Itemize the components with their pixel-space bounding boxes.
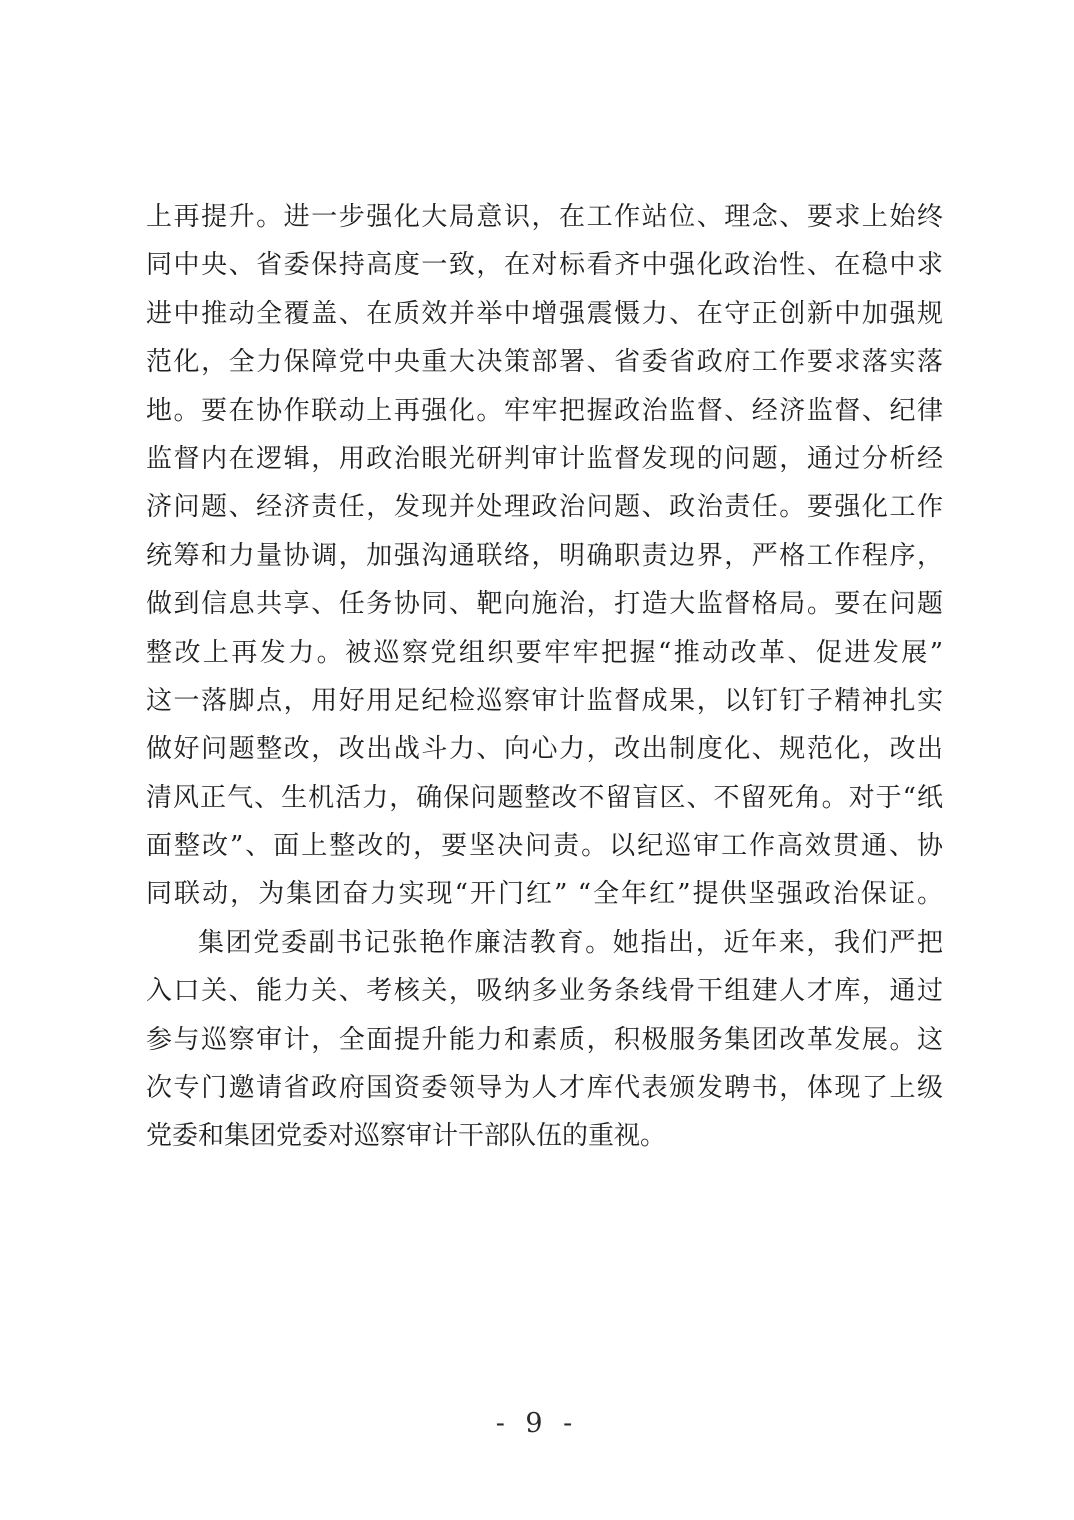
text-line-paragraph-start: 集团党委副书记张艳作廉洁教育。她指出，近年来，我们严把 xyxy=(198,927,943,958)
text-line: 面整改”、面上整改的，要坚决问责。以纪巡审工作高效贯通、协 xyxy=(146,831,943,862)
text-line: 进中推动全覆盖、在质效并举中增强震慑力、在守正创新中加强规 xyxy=(146,298,943,329)
text-line: 整改上再发力。被巡察党组织要牢牢把握“推动改革、促进发展” xyxy=(146,637,943,668)
text-line: 次专门邀请省政府国资委领导为人才库代表颁发聘书，体现了上级 xyxy=(146,1073,943,1104)
text-line: 做好问题整改，改出战斗力、向心力，改出制度化、规范化，改出 xyxy=(146,734,943,765)
text-line: 地。要在协作联动上再强化。牢牢把握政治监督、经济监督、纪律 xyxy=(146,395,943,426)
text-line: 同中央、省委保持高度一致，在对标看齐中强化政治性、在稳中求 xyxy=(146,250,943,281)
text-line: 济问题、经济责任，发现并处理政治问题、政治责任。要强化工作 xyxy=(146,492,943,523)
text-line: 党委和集团党委对巡察审计干部队伍的重视。 xyxy=(146,1121,667,1152)
page-number: - 9 - xyxy=(495,1408,579,1439)
text-line: 上再提升。进一步强化大局意识，在工作站位、理念、要求上始终 xyxy=(146,202,943,232)
text-line: 入口关、能力关、考核关，吸纳多业务条线骨干组建人才库，通过 xyxy=(146,976,943,1007)
document-body xyxy=(146,193,943,1161)
text-line: 清风正气、生机活力，确保问题整改不留盲区、不留死角。对于“纸 xyxy=(146,782,943,813)
text-line: 同联动，为集团奋力实现“开门红” “全年红”提供坚强政治保证。 xyxy=(146,879,943,910)
text-line: 参与巡察审计，全面提升能力和素质，积极服务集团改革发展。这 xyxy=(146,1024,943,1055)
text-line: 统筹和力量协调，加强沟通联络，明确职责边界，严格工作程序， xyxy=(146,540,943,571)
text-line: 范化，全力保障党中央重大决策部署、省委省政府工作要求落实落 xyxy=(146,347,943,378)
text-line: 监督内在逻辑，用政治眼光研判审计监督发现的问题，通过分析经 xyxy=(146,443,943,474)
text-line: 这一落脚点，用好用足纪检巡察审计监督成果，以钉钉子精神扎实 xyxy=(146,685,943,716)
text-line: 做到信息共享、任务协同、靶向施治，打造大监督格局。要在问题 xyxy=(146,589,943,620)
